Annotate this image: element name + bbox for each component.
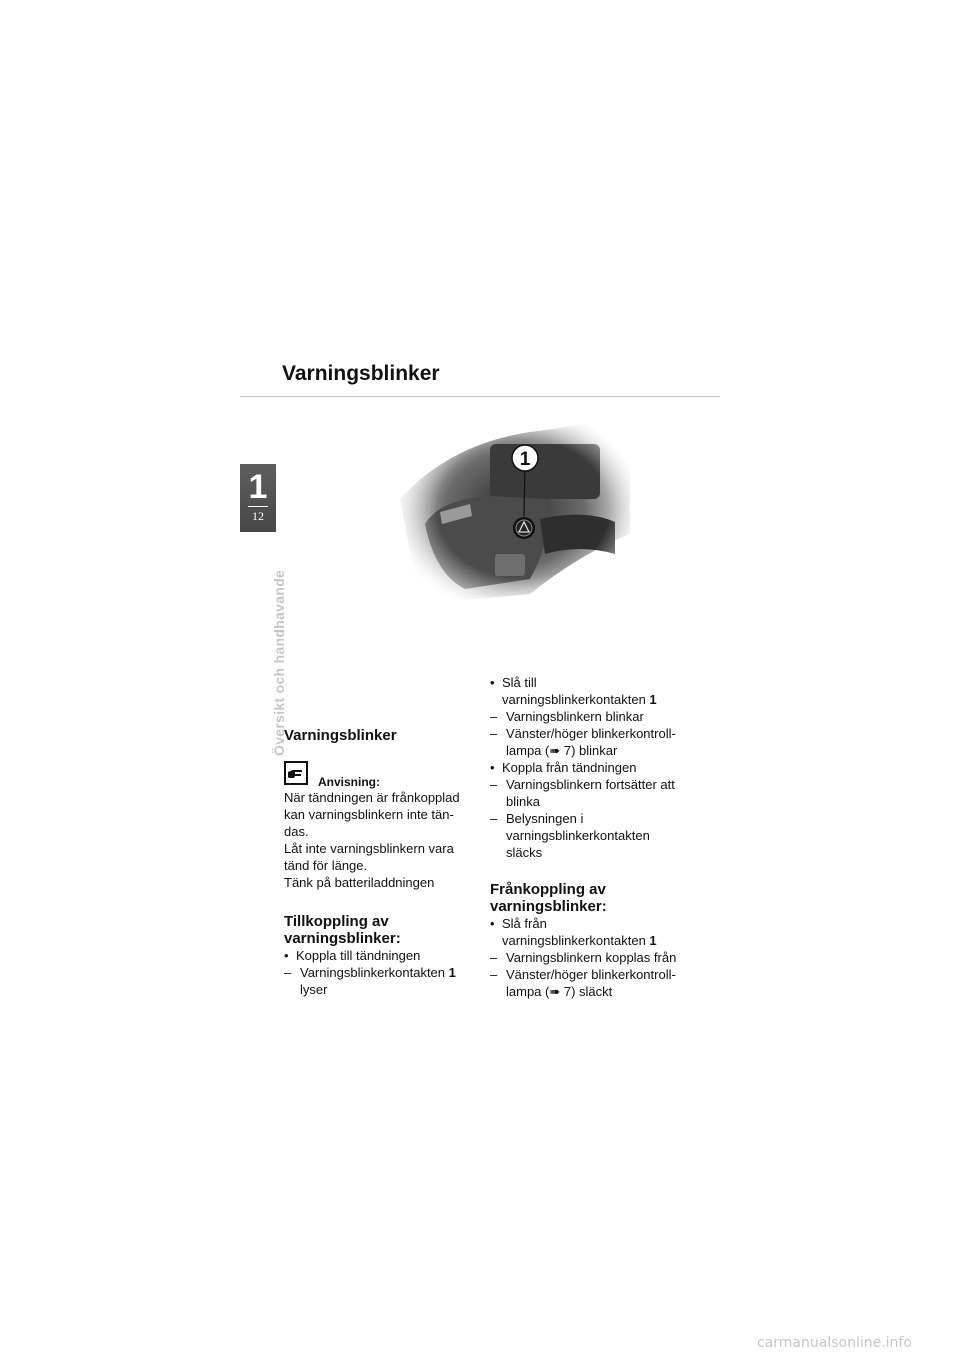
note-line: När tändningen är frånkopplad [284, 790, 460, 805]
list-item [284, 964, 484, 998]
item-text: släcks [506, 845, 543, 860]
bullet-marker: • [490, 916, 495, 931]
list-item [490, 674, 690, 708]
list-item [490, 810, 690, 861]
section-heading-line: varningsblinker: [284, 930, 401, 947]
note-line: das. [284, 824, 309, 839]
item-ref: 1 [448, 965, 456, 980]
list-item [490, 759, 690, 776]
section-heading-off [490, 881, 690, 915]
note-line: kan varningsblinkern inte tän- [284, 807, 454, 822]
note-line: tänd för länge. [284, 858, 368, 873]
page-number: 12 [252, 509, 264, 523]
list-item [490, 915, 690, 949]
item-text: Slå till [502, 675, 537, 690]
chapter-number: 1 [248, 468, 268, 506]
note-label: Anvisning: [318, 775, 380, 789]
section-heading-line: varningsblinker: [490, 898, 607, 915]
list-item [490, 708, 690, 725]
section-heading-line: Tillkoppling av [284, 913, 389, 930]
section-heading-on [284, 913, 484, 947]
bullet-marker: • [490, 675, 495, 690]
list-item [490, 966, 690, 1000]
item-text: Varningsblinkern kopplas från [506, 950, 677, 965]
list-item [490, 776, 690, 810]
item-text: Koppla till tändningen [296, 948, 421, 963]
section-heading-line: Frånkoppling av [490, 881, 606, 898]
item-text: varningsblinkerkontakten [502, 933, 650, 948]
chapter-separator [248, 506, 268, 507]
bullet-marker: • [490, 760, 495, 775]
item-text: lyser [300, 982, 328, 997]
list-item [284, 947, 484, 964]
note-line: Tänk på batteriladdningen [284, 875, 435, 890]
item-text: Varningsblinkern fortsätter att [506, 777, 675, 792]
dash-marker: – [490, 967, 498, 982]
item-text: lampa (➠ 7) blinkar [506, 743, 618, 758]
item-ref: 1 [649, 933, 657, 948]
watermark: carmanualsonline.info [757, 1335, 912, 1351]
item-text: Vänster/höger blinkerkontroll- [506, 967, 676, 982]
dash-marker: – [284, 965, 292, 980]
dash-marker: – [490, 726, 498, 741]
item-text: blinka [506, 794, 540, 809]
left-column [284, 727, 484, 998]
chapter-tab [240, 464, 276, 532]
page-title: Varningsblinker [282, 362, 440, 385]
dash-marker: – [490, 709, 498, 724]
item-ref: 1 [649, 692, 657, 707]
note-line: Låt inte varningsblinkern vara [284, 841, 454, 856]
dash-marker: – [490, 811, 498, 826]
list-item [490, 949, 690, 966]
item-text: Koppla från tändningen [502, 760, 637, 775]
section-subheading: Varningsblinker [284, 727, 397, 744]
note-header [284, 761, 484, 789]
right-column [490, 674, 690, 1000]
item-text: Slå från [502, 916, 547, 931]
bullet-marker: • [284, 948, 289, 963]
handlebar-switch-photo [380, 404, 640, 614]
item-text: varningsblinkerkontakten [506, 828, 650, 843]
title-divider [240, 396, 720, 397]
dash-marker: – [490, 950, 498, 965]
item-text: Belysningen i [506, 811, 584, 826]
dash-marker: – [490, 777, 498, 792]
item-text: Vänster/höger blinkerkontroll- [506, 726, 676, 741]
chapter-side-label: Översikt och handhavande [271, 569, 287, 756]
item-text: varningsblinkerkontakten [502, 692, 650, 707]
list-item [490, 725, 690, 759]
item-text: Varningsblinkerkontakten [300, 965, 449, 980]
note-hand-icon [284, 761, 308, 785]
item-text: Varningsblinkern blinkar [506, 709, 644, 724]
item-text: lampa (➠ 7) släckt [506, 984, 613, 999]
